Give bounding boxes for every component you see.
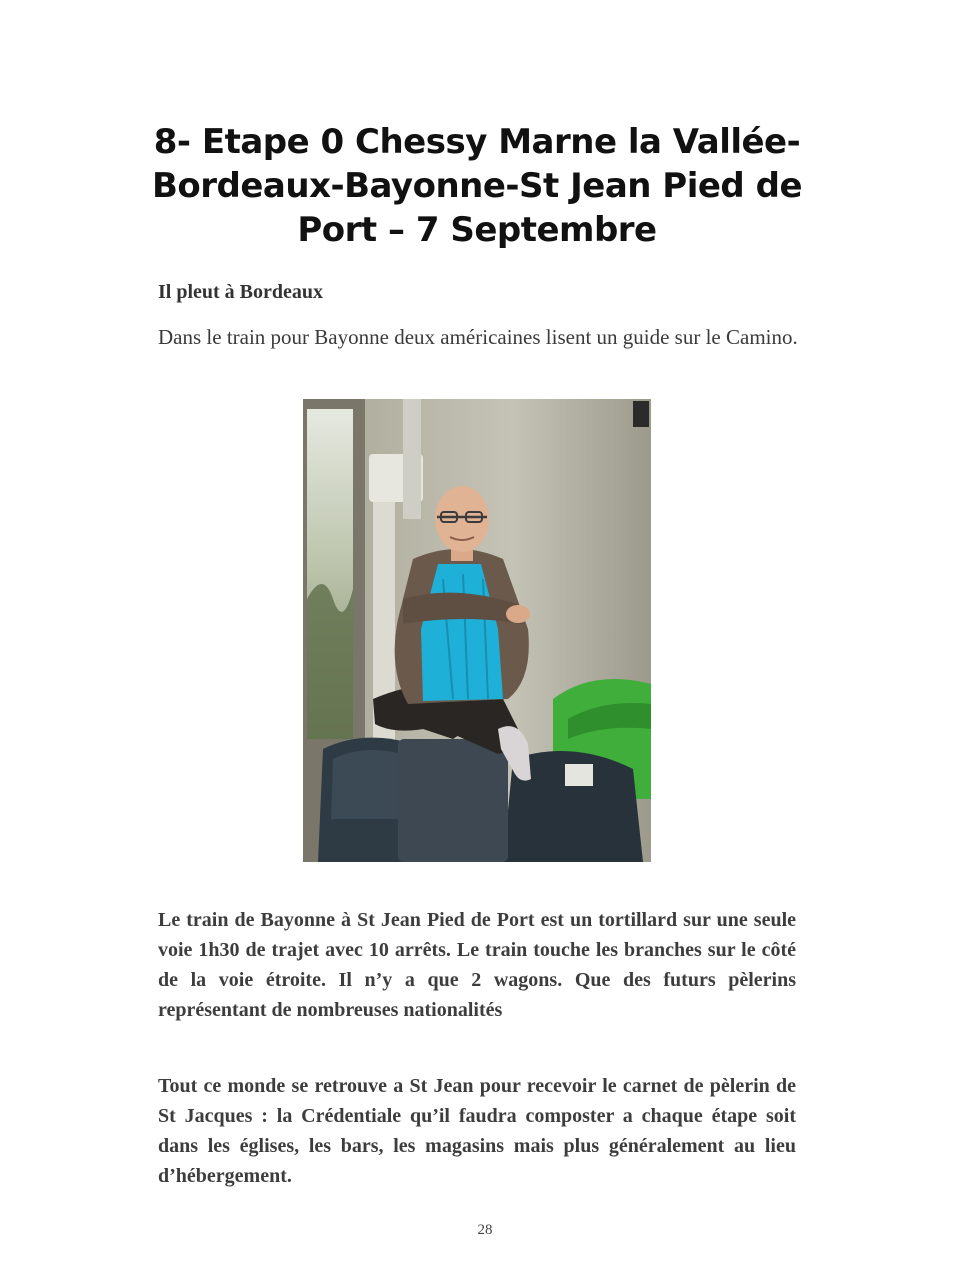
body-paragraph-2: Tout ce monde se retrouve a St Jean pour recevoir le carnet de pèlerin de St Jacques : la Crédentiale qu’il faudra composter a chaque étape soit dans les églises, les bars, les magasins mais plus généralement au lieu d’hébergement. [158,1075,796,1187]
page-title: 8- Etape 0 Chessy Marne la Vallée-Bordeaux-Bayonne-St Jean Pied de Port – 7 Septembre [151,122,803,250]
page-number: 28 [477,1222,493,1238]
body-paragraph-1: Le train de Bayonne à St Jean Pied de Port est un tortillard sur une seule voie 1h30 de trajet avec 10 arrêts. Le train touche les branches sur le côté de la voie étroite. Il n’y a que 2 wagons. Que des futurs pèlerins représentant de nombreuses nationalités [158,909,796,1021]
intro-paragraph: Dans le train pour Bayonne deux américaines lisent un guide sur le Camino. [158,325,798,349]
train-photo [303,399,651,862]
head [435,486,489,552]
section-subtitle: Il pleut à Bordeaux [158,281,324,303]
